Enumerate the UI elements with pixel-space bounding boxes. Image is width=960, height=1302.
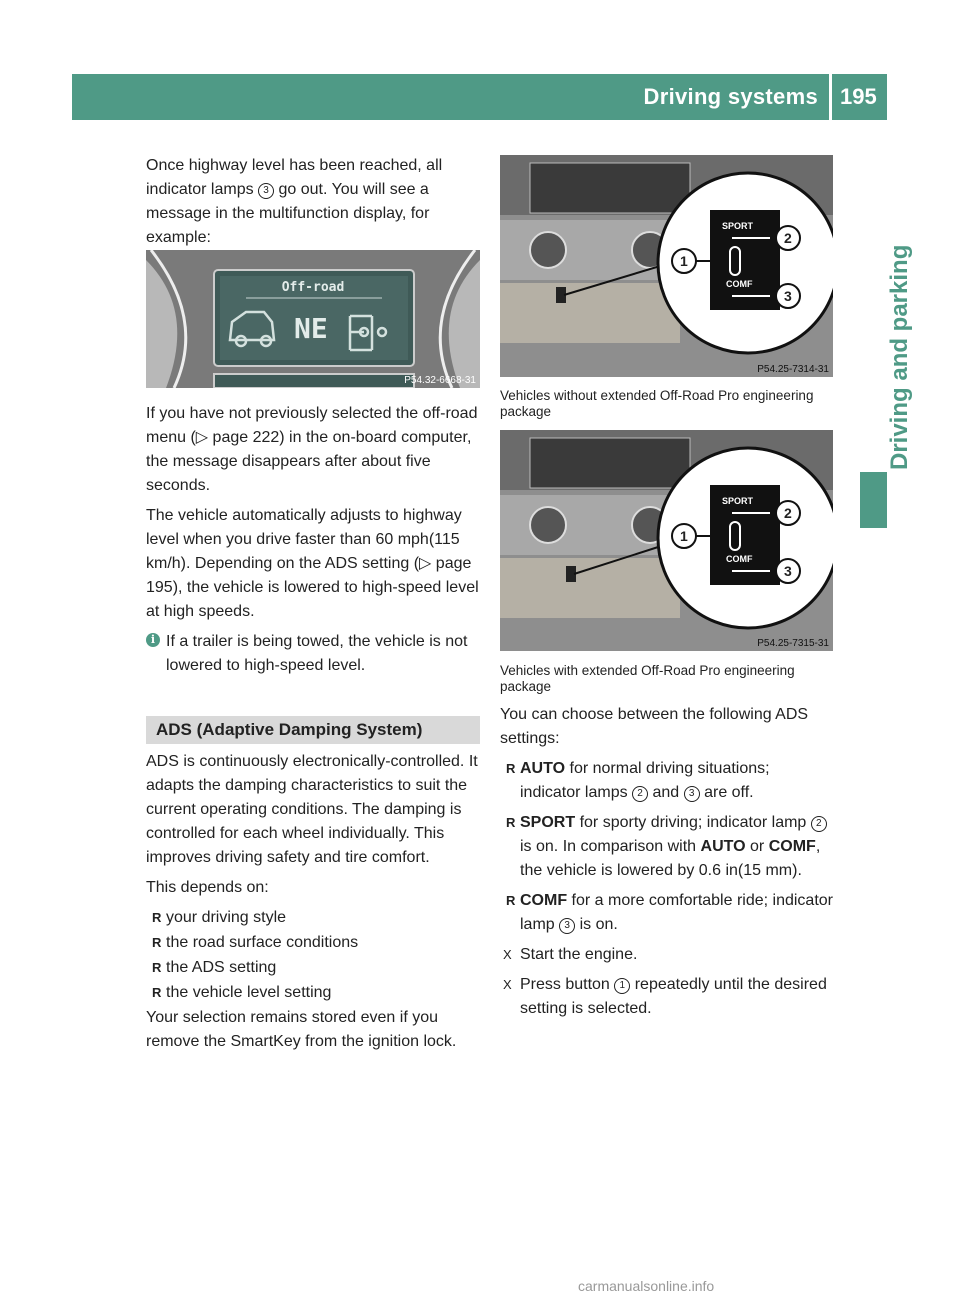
comf-label: COMF	[726, 554, 753, 564]
callout-number: 1	[614, 978, 630, 994]
callout-number: 2	[632, 786, 648, 802]
list-item-sport: R SPORT for sporty driving; indicator lamp 2 is on. In comparison with AUTO or COMF, the vehicle is lowered by 0.6 in(15 mm).	[500, 811, 834, 883]
page-number: 195	[840, 84, 877, 109]
callout-number: 2	[811, 816, 827, 832]
side-tab	[860, 240, 913, 480]
callout-3: 3	[784, 288, 792, 304]
sport-label: SPORT	[722, 496, 754, 506]
paragraph: Once highway level has been reached, all indicator lamps 3 go out. You will see a message in the multifunction display, for example:	[146, 157, 443, 246]
step-start-engine: X Start the engine.	[500, 943, 834, 967]
list-item-comf: R COMF for a more comfortable ride; indicator lamp 3 is on.	[500, 889, 834, 937]
paragraph-choose: You can choose between the following ADS settings:	[500, 706, 809, 747]
paragraph-depends: This depends on:	[146, 879, 269, 896]
right-column-body	[500, 663, 834, 1027]
callout-number: 3	[559, 918, 575, 934]
callout-3: 3	[784, 563, 792, 579]
paragraph-stored: Your selection remains stored even if you remove the SmartKey from the ignition lock.	[146, 1009, 457, 1050]
figure-control-panel-extended	[500, 430, 833, 651]
list-item: R the road surface conditions	[146, 931, 480, 955]
paragraph-highway-level: The vehicle automatically adjusts to highway level when you drive faster than 60 mph(115 km/h). Depending on the ADS setting (▷ page 195), the vehicle is lowered to high-speed level at high speeds.	[146, 507, 479, 620]
figure-cluster-display	[146, 250, 480, 388]
paragraph-ads: ADS is continuously electronically-controlled. It adapts the damping characteristics to suit the current operating conditions. The damping is controlled for each wheel individually. This improves driving safety and tire comfort.	[146, 753, 478, 866]
section-title: Driving systems	[643, 84, 818, 109]
list-item: R the vehicle level setting	[146, 981, 480, 1005]
sport-label: SPORT	[722, 221, 754, 231]
figure-control-panel-standard	[500, 155, 833, 377]
control-panel-illustration	[500, 430, 833, 651]
callout-2: 2	[784, 505, 792, 521]
figure-caption: Vehicles with extended Off-Road Pro engineering package	[500, 663, 795, 694]
info-note: i If a trailer is being towed, the vehicle is not lowered to high-speed level.	[146, 630, 480, 678]
display-title: Off-road	[281, 280, 345, 295]
figure-code: P54.25-7314-31	[757, 364, 829, 375]
watermark: carmanualsonline.info	[578, 1278, 715, 1294]
figure-code: P54.25-7315-31	[757, 638, 829, 649]
list-item: R your driving style	[146, 906, 480, 930]
callout-1: 1	[680, 253, 688, 269]
callout-number: 3	[258, 183, 274, 199]
figure-code: P54.32-6668-31	[404, 375, 476, 386]
list-item: R the ADS setting	[146, 956, 480, 980]
side-tab-marker	[860, 472, 887, 528]
info-icon: i	[146, 633, 160, 647]
step-press-button: X Press button 1 repeatedly until the desired setting is selected.	[500, 973, 834, 1021]
callout-1: 1	[680, 528, 688, 544]
callout-2: 2	[784, 230, 792, 246]
figure-caption: Vehicles without extended Off-Road Pro engineering package	[500, 388, 814, 419]
list-item-auto: R AUTO for normal driving situations; indicator lamps 2 and 3 are off.	[500, 757, 834, 805]
section-heading: ADS (Adaptive Damping System)	[146, 716, 480, 744]
header-separator	[829, 74, 832, 120]
display-heading: NE	[294, 312, 328, 345]
control-panel-illustration	[500, 155, 833, 377]
side-tab-label: Driving and parking	[886, 244, 913, 470]
comf-label: COMF	[726, 279, 753, 289]
left-column-top	[146, 154, 480, 256]
callout-number: 3	[684, 786, 700, 802]
left-column-body	[146, 402, 480, 1060]
paragraph-offroad-menu: If you have not previously selected the off-road menu (▷ page 222) in the on-board computer, the message disappears after about five seconds.	[146, 405, 478, 494]
